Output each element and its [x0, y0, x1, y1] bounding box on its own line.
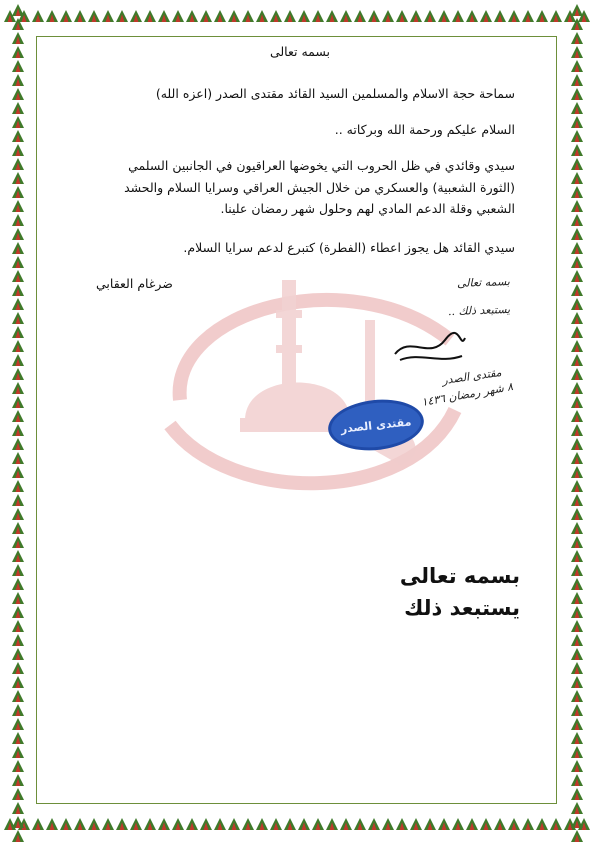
letter-body-line-2: (الثورة الشعبية) والعسكري من خلال الجيش العراقي وسرايا السلام والحشد — [124, 180, 515, 195]
frame-border-right — [559, 0, 595, 842]
handwritten-line-1: بسمه تعالى — [456, 275, 511, 290]
frame-border-bottom — [0, 806, 595, 842]
letter-body-line-1: سيدي وقائدي في ظل الحروب التي يخوضها العراقيون في الجانبين السلمي — [128, 158, 515, 173]
letter-addressee: سماحة حجة الاسلام والمسلمين السيد القائد مقتدى الصدر (اعزه الله) — [155, 86, 515, 101]
handwritten-line-2: يستبعد ذلك .. — [447, 302, 511, 319]
frame-border-left — [0, 0, 36, 842]
frame-border-top — [0, 0, 595, 36]
printed-reply — [330, 560, 520, 624]
reply-line-2: يستبعد ذلك — [404, 596, 520, 620]
signature-icon — [390, 330, 470, 366]
handwritten-line-4: ٨ شهر رمضان ١٤٣٦ — [420, 380, 515, 409]
letter-question: سيدي القائد هل يجوز اعطاء (الفطرة) كتبرع لدعم سرايا السلام. — [183, 240, 515, 255]
seal-text: مقتدى الصدر — [340, 414, 412, 436]
handwritten-response — [300, 272, 530, 442]
reply-line-1: بسمه تعالى — [399, 564, 520, 588]
letter-greeting: السلام عليكم ورحمة الله وبركاته .. — [334, 122, 515, 137]
basmala-heading: بسمه تعالى — [269, 44, 331, 59]
handwritten-line-3: مقتدى الصدر — [441, 365, 503, 388]
letter-body-line-3: الشعبي وقلة الدعم المادي لهم وحلول شهر رمضان علينا. — [220, 201, 515, 216]
signer-name: ضرغام العقابي — [96, 276, 173, 291]
